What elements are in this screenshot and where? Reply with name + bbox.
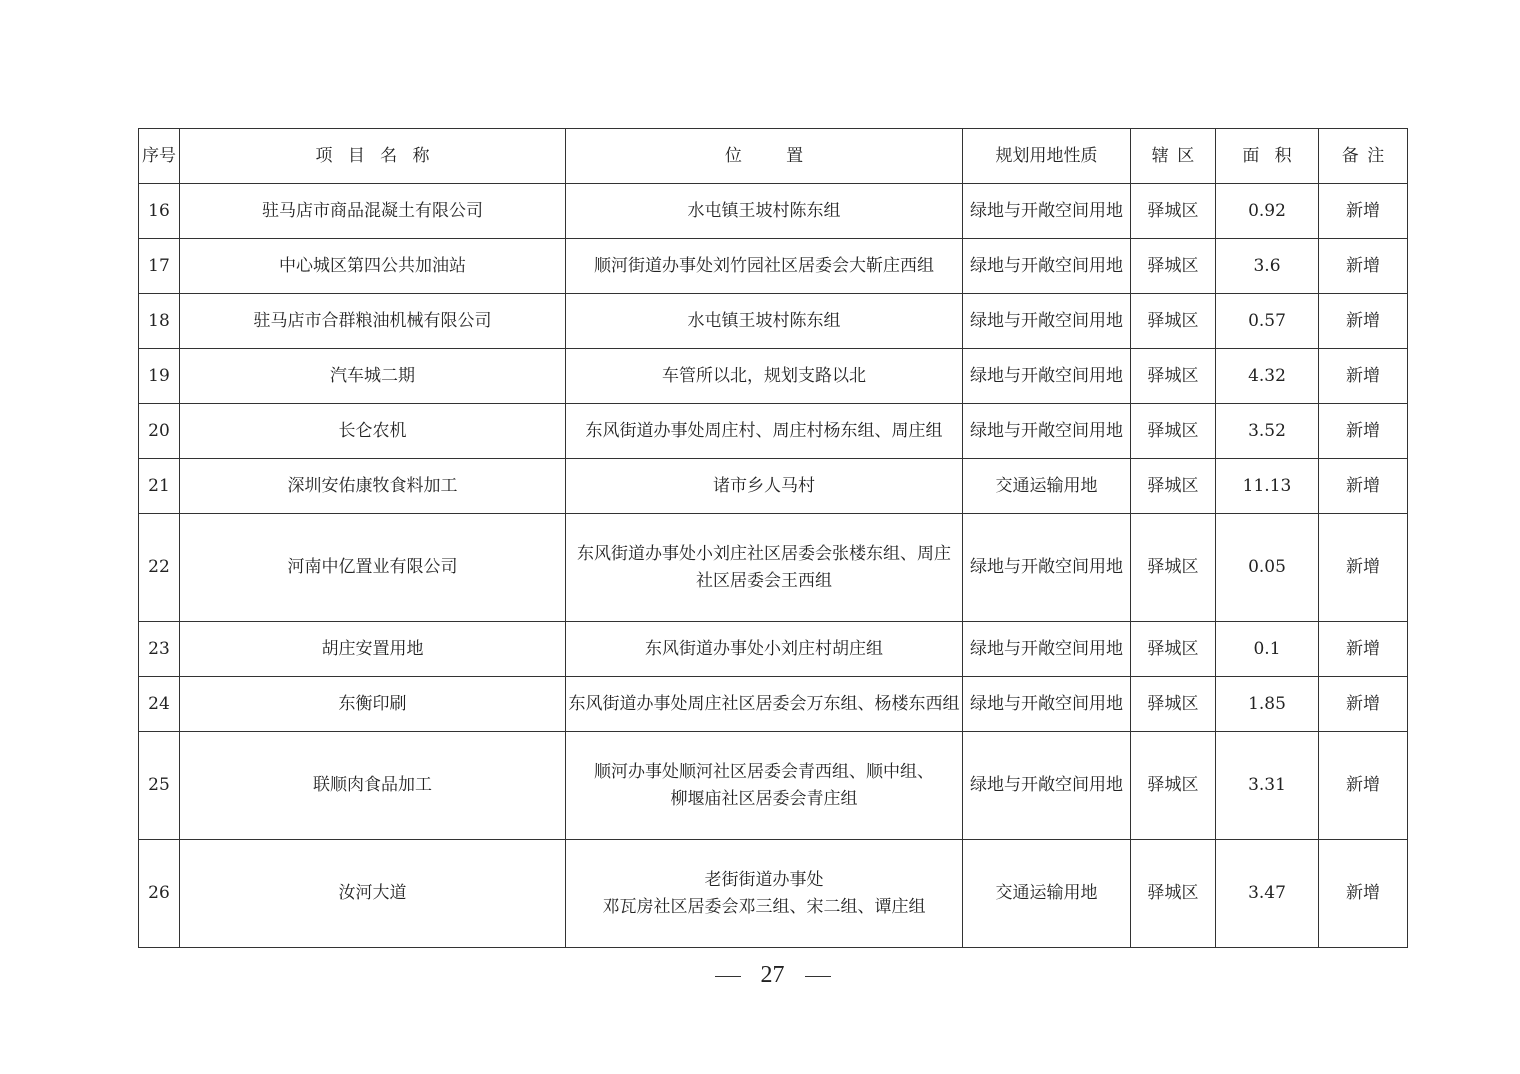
header-project-name: 项目名称 — [180, 129, 566, 184]
cell-district: 驿城区 — [1131, 840, 1216, 948]
cell-note: 新增 — [1319, 239, 1408, 294]
table-row — [139, 677, 1408, 732]
table-row — [139, 239, 1408, 294]
table-row — [139, 622, 1408, 677]
cell-land-use: 绿地与开敞空间用地 — [963, 349, 1131, 404]
cell-land-use: 绿地与开敞空间用地 — [963, 239, 1131, 294]
cell-note: 新增 — [1319, 404, 1408, 459]
cell-project-name: 驻马店市商品混凝土有限公司 — [180, 184, 566, 239]
page-number — [0, 962, 1520, 989]
cell-project-name: 深圳安佑康牧食料加工 — [180, 459, 566, 514]
location-line: 社区居委会王西组 — [696, 570, 832, 591]
table-row — [139, 514, 1408, 622]
cell-location — [566, 732, 963, 840]
land-use-table-container — [138, 128, 1408, 948]
cell-seq: 24 — [139, 677, 180, 732]
cell-note: 新增 — [1319, 840, 1408, 948]
cell-area: 3.6 — [1216, 239, 1319, 294]
cell-seq: 23 — [139, 622, 180, 677]
cell-area: 4.32 — [1216, 349, 1319, 404]
cell-district: 驿城区 — [1131, 184, 1216, 239]
cell-location — [566, 622, 963, 677]
table-row — [139, 184, 1408, 239]
cell-note: 新增 — [1319, 514, 1408, 622]
header-land-use: 规划用地性质 — [963, 129, 1131, 184]
cell-seq: 25 — [139, 732, 180, 840]
cell-land-use: 绿地与开敞空间用地 — [963, 622, 1131, 677]
cell-location — [566, 459, 963, 514]
cell-project-name: 东衡印刷 — [180, 677, 566, 732]
cell-note: 新增 — [1319, 732, 1408, 840]
cell-area: 11.13 — [1216, 459, 1319, 514]
cell-location — [566, 514, 963, 622]
page-number-value: 27 — [760, 962, 785, 988]
cell-project-name: 汽车城二期 — [180, 349, 566, 404]
cell-project-name: 驻马店市合群粮油机械有限公司 — [180, 294, 566, 349]
table-row — [139, 732, 1408, 840]
cell-seq: 21 — [139, 459, 180, 514]
cell-note: 新增 — [1319, 349, 1408, 404]
cell-location — [566, 294, 963, 349]
location-line: 水屯镇王坡村陈东组 — [687, 310, 841, 331]
cell-seq: 16 — [139, 184, 180, 239]
header-note: 备注 — [1319, 129, 1408, 184]
cell-district: 驿城区 — [1131, 349, 1216, 404]
cell-seq: 22 — [139, 514, 180, 622]
cell-district: 驿城区 — [1131, 404, 1216, 459]
location-line: 车管所以北，规划支路以北 — [662, 365, 866, 386]
cell-land-use: 绿地与开敞空间用地 — [963, 184, 1131, 239]
cell-location — [566, 239, 963, 294]
cell-land-use: 绿地与开敞空间用地 — [963, 404, 1131, 459]
cell-note: 新增 — [1319, 622, 1408, 677]
cell-location — [566, 840, 963, 948]
cell-district: 驿城区 — [1131, 239, 1216, 294]
location-line: 邓瓦房社区居委会邓三组、宋二组、谭庄组 — [602, 896, 926, 917]
cell-seq: 19 — [139, 349, 180, 404]
cell-district: 驿城区 — [1131, 622, 1216, 677]
location-line: 诸市乡人马村 — [713, 475, 815, 496]
cell-land-use: 绿地与开敞空间用地 — [963, 514, 1131, 622]
header-area: 面积 — [1216, 129, 1319, 184]
cell-district: 驿城区 — [1131, 677, 1216, 732]
cell-area: 1.85 — [1216, 677, 1319, 732]
cell-land-use: 交通运输用地 — [963, 459, 1131, 514]
cell-area: 3.47 — [1216, 840, 1319, 948]
location-line: 老街街道办事处 — [704, 869, 824, 890]
cell-note: 新增 — [1319, 459, 1408, 514]
location-line: 顺河街道办事处刘竹园社区居委会大靳庄西组 — [594, 255, 934, 276]
cell-project-name: 汝河大道 — [180, 840, 566, 948]
cell-area: 3.31 — [1216, 732, 1319, 840]
cell-district: 驿城区 — [1131, 294, 1216, 349]
cell-land-use: 绿地与开敞空间用地 — [963, 677, 1131, 732]
header-location: 位置 — [566, 129, 963, 184]
cell-district: 驿城区 — [1131, 459, 1216, 514]
cell-land-use: 交通运输用地 — [963, 840, 1131, 948]
location-line: 柳堰庙社区居委会青庄组 — [670, 788, 858, 809]
cell-seq: 17 — [139, 239, 180, 294]
cell-project-name: 长仑农机 — [180, 404, 566, 459]
land-use-table — [138, 128, 1408, 948]
cell-area: 0.57 — [1216, 294, 1319, 349]
cell-location — [566, 349, 963, 404]
location-line: 东风街道办事处小刘庄社区居委会张楼东组、周庄 — [577, 543, 951, 564]
cell-land-use: 绿地与开敞空间用地 — [963, 732, 1131, 840]
cell-area: 3.52 — [1216, 404, 1319, 459]
cell-note: 新增 — [1319, 184, 1408, 239]
cell-project-name: 胡庄安置用地 — [180, 622, 566, 677]
cell-seq: 20 — [139, 404, 180, 459]
cell-area: 0.92 — [1216, 184, 1319, 239]
header-seq: 序号 — [139, 129, 180, 184]
table-row — [139, 294, 1408, 349]
cell-project-name: 河南中亿置业有限公司 — [180, 514, 566, 622]
location-line: 东风街道办事处周庄村、周庄村杨东组、周庄组 — [585, 420, 943, 441]
page-number-dash-left — [715, 976, 741, 977]
cell-district: 驿城区 — [1131, 732, 1216, 840]
cell-district: 驿城区 — [1131, 514, 1216, 622]
header-district: 辖区 — [1131, 129, 1216, 184]
table-header-row — [139, 129, 1408, 184]
cell-note: 新增 — [1319, 677, 1408, 732]
cell-land-use: 绿地与开敞空间用地 — [963, 294, 1131, 349]
cell-area: 0.1 — [1216, 622, 1319, 677]
page-number-dash-right — [805, 976, 831, 977]
table-row — [139, 840, 1408, 948]
table-row — [139, 404, 1408, 459]
cell-project-name: 中心城区第四公共加油站 — [180, 239, 566, 294]
cell-location — [566, 677, 963, 732]
cell-seq: 26 — [139, 840, 180, 948]
table-row — [139, 349, 1408, 404]
location-line: 东风街道办事处小刘庄村胡庄组 — [645, 638, 883, 659]
cell-seq: 18 — [139, 294, 180, 349]
cell-project-name: 联顺肉食品加工 — [180, 732, 566, 840]
cell-area: 0.05 — [1216, 514, 1319, 622]
cell-location — [566, 184, 963, 239]
location-line: 东风街道办事处周庄社区居委会万东组、杨楼东西组 — [568, 693, 960, 714]
location-line: 水屯镇王坡村陈东组 — [687, 200, 841, 221]
table-row — [139, 459, 1408, 514]
cell-location — [566, 404, 963, 459]
cell-note: 新增 — [1319, 294, 1408, 349]
location-line: 顺河办事处顺河社区居委会青西组、顺中组、 — [594, 761, 934, 782]
